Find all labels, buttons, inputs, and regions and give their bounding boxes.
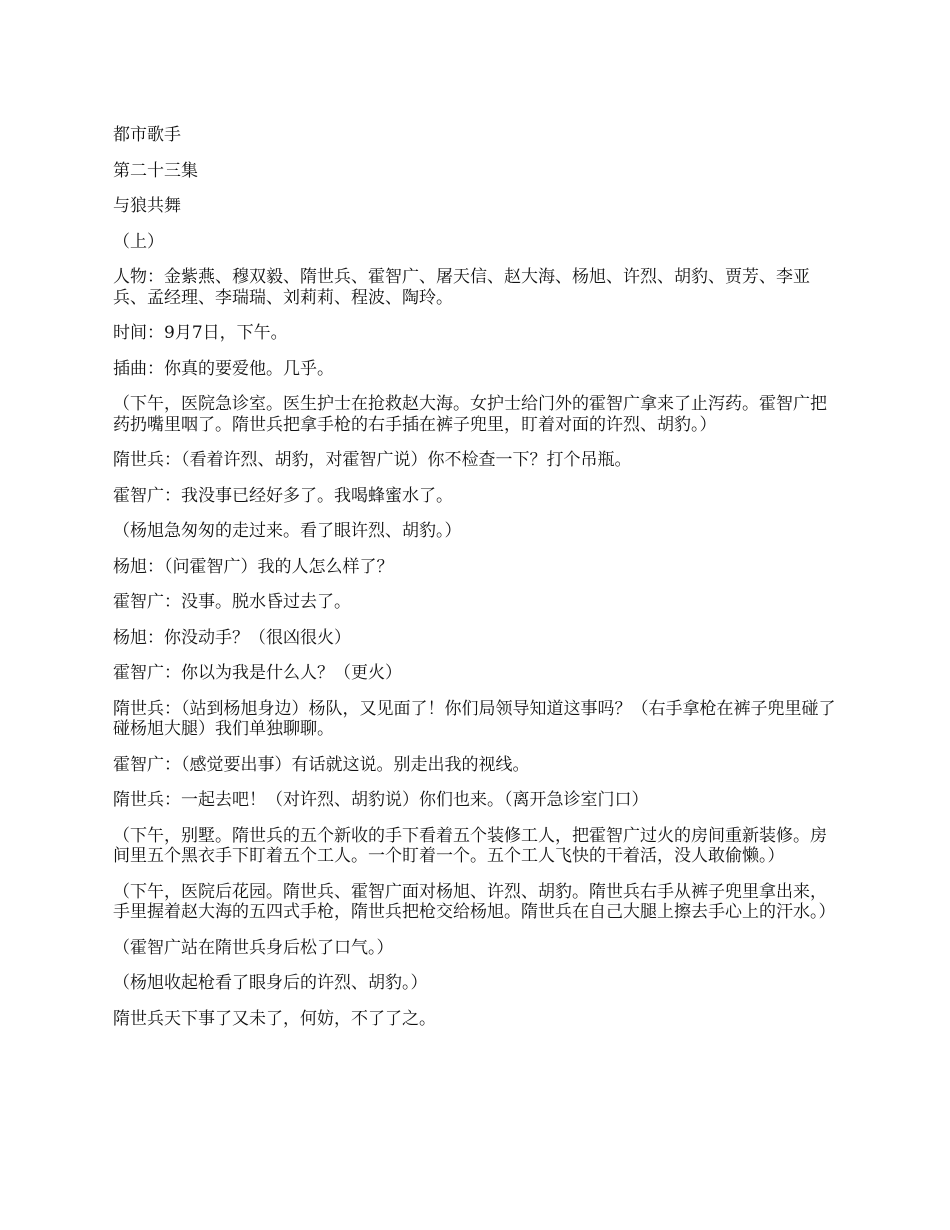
document-title: 都市歌手: [113, 125, 181, 145]
paragraph: 霍智广：没事。脱水昏过去了。: [113, 592, 351, 612]
paragraph: （下午，医院后花园。隋世兵、霍智广面对杨旭、许烈、胡豹。隋世兵右手从裤子兜里拿出来，手里握着赵大海的五四式手枪，隋世兵把枪交给杨旭。隋世兵在自己大腿上擦去手心上的汗水。）: [113, 881, 836, 922]
paragraph: 隋世兵：（看着许烈、胡豹，对霍智广说）你不检查一下？打个吊瓶。: [113, 450, 632, 470]
paragraph: （下午，别墅。隋世兵的五个新收的手下看着五个装修工人，把霍智广过火的房间重新装修。房间里五个黑衣手下盯着五个工人。一个盯着一个。五个工人飞快的干着活，没人敢偷懒。）: [113, 825, 827, 866]
paragraph: 霍智广：（感觉要出事）有话就这说。别走出我的视线。: [113, 754, 530, 775]
paragraph: （下午，医院急诊室。医生护士在抢救赵大海。女护士给门外的霍智广拿来了止泻药。霍智广把药扔嘴里咽了。隋世兵把拿手枪的右手插在裤子兜里，盯着对面的许烈、胡豹。）: [113, 394, 827, 435]
paragraph: （霍智广站在隋世兵身后松了口气。）: [113, 937, 394, 958]
paragraph-song: 插曲：你真的要爱他。几乎。: [113, 358, 334, 379]
paragraph: 杨旭：你没动手？（很凶很火）: [113, 627, 351, 648]
paragraph: 隋世兵：（站到杨旭身边）杨队，又见面了！你们局领导知道这事吗？（右手拿枪在裤子兜里碰了碰杨旭大腿）我们单独聊聊。: [113, 698, 836, 739]
paragraph: 霍智广：你以为我是什么人？（更火）: [113, 663, 402, 683]
paragraph: 隋世兵：一起去吧！（对许烈、胡豹说）你们也来。（离开急诊室门口）: [113, 790, 649, 810]
paragraph-characters: 人物：金紫燕、穆双毅、隋世兵、霍智广、屠天信、赵大海、杨旭、许烈、胡豹、贾芳、李亚兵、孟经理、李瑞瑞、刘莉莉、程波、陶玲。: [113, 267, 810, 308]
episode-subtitle: 与狼共舞: [113, 196, 181, 216]
episode-heading: 第二十三集: [113, 160, 198, 181]
paragraph-time: 时间：9月7日，下午。: [113, 323, 288, 343]
paragraph: （杨旭收起枪看了眼身后的许烈、胡豹。）: [113, 973, 428, 993]
paragraph: 霍智广：我没事已经好多了。我喝蜂蜜水了。: [113, 485, 453, 506]
part-label: （上）: [113, 231, 164, 252]
paragraph: （杨旭急匆匆的走过来。看了眼许烈、胡豹。）: [113, 521, 462, 541]
document-body: [113, 125, 843, 1044]
paragraph: 隋世兵天下事了又未了，何妨，不了了之。: [113, 1008, 436, 1029]
paragraph: 杨旭：（问霍智广）我的人怎么样了？: [113, 556, 394, 577]
